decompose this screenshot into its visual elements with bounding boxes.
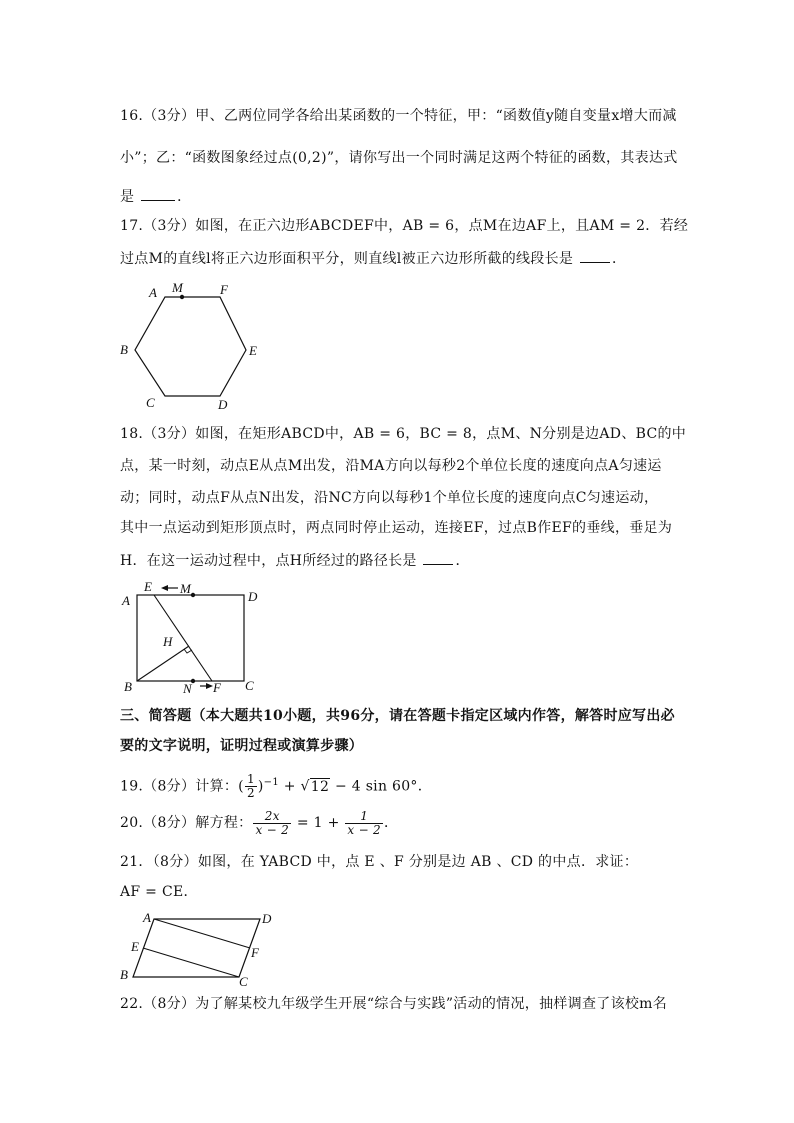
q16-answer-blank — [141, 186, 175, 201]
para-label-d: D — [262, 911, 272, 926]
q16-line-2: 小”；乙：“函数图象经过点(0,2)”，请你写出一个同时满足这两个特征的函数，其表达式 — [120, 150, 678, 166]
para-label-b: B — [120, 967, 128, 982]
hex-label-e: E — [249, 343, 257, 358]
q21-line-2: AF = CE． — [120, 884, 198, 900]
q18-line-2: 点，某一时刻，动点E从点M出发，沿MA方向以每秒2个单位长度的速度向点A匀速运 — [120, 458, 662, 474]
rect-label-m: M — [180, 581, 191, 596]
hexagon-figure — [110, 280, 270, 415]
q20-fraction-1 — [253, 810, 291, 837]
q20-frac1-den: x − 2 — [255, 822, 290, 837]
hex-label-b: B — [120, 342, 128, 357]
para-label-f: F — [251, 945, 259, 960]
q20-fraction-2 — [345, 810, 383, 837]
q19-prefix: 19.（8分）计算：( — [120, 778, 244, 795]
para-label-e: E — [131, 939, 139, 954]
q21-line-1: 21．（8分）如图，在 YABCD 中，点 E 、F 分别是边 AB 、CD 的中点．求证： — [120, 854, 639, 870]
q19-rest: − 4 sin 60°． — [334, 778, 433, 795]
q18-line-5 — [120, 550, 676, 571]
rectangle-figure — [115, 578, 275, 696]
rect-label-e: E — [144, 579, 152, 594]
para-label-a: A — [143, 910, 151, 925]
q17-line-1: 17.（3分）如图，在正六边形ABCDEF中，AB = 6，点M在边AF上，且AM = 2．若经 — [120, 218, 689, 234]
q16-line-3 — [120, 186, 676, 207]
q18-end-mark: ． — [455, 553, 470, 569]
section-3-heading-line-1: 三、简答题（本大题共10小题，共96分，请在答题卡指定区域内作答，解答时应写出必 — [120, 708, 675, 724]
q20-prefix: 20.（8分）解方程： — [120, 815, 253, 831]
q18-line-1: 18.（3分）如图，在矩形ABCD中，AB = 6，BC = 8，点M、N分别是边AD、BC的中 — [120, 426, 687, 442]
segment-af — [154, 919, 250, 948]
point-m-dot — [180, 295, 184, 299]
q16-line-3-text: 是 — [120, 189, 135, 205]
q20-frac1-num: 2x — [253, 810, 291, 824]
q17-answer-blank — [580, 248, 610, 263]
q22-line-1: 22.（8分）为了解某校九年级学生开展“综合与实践”活动的情况，抽样调查了该校m名 — [120, 996, 668, 1012]
arrow-e-head — [161, 585, 168, 591]
q20-mid: = 1 + — [296, 815, 340, 831]
rect-label-h: H — [163, 634, 173, 649]
arrow-f-head — [206, 683, 213, 689]
section-3-heading-line-2: 要的文字说明，证明过程或演算步骤） — [120, 738, 364, 754]
q20-suffix: ． — [383, 815, 399, 831]
hex-label-m: M — [172, 280, 183, 295]
hex-label-c: C — [146, 395, 155, 410]
q19-line: 19.（8分）计算：( $\frac{1}{2}$ )$^{-1}$ + √12 − 4 sin 60°． — [120, 772, 433, 801]
hex-label-f: F — [220, 282, 228, 297]
q16-end-mark: ． — [177, 189, 192, 205]
rect-label-d: D — [248, 589, 258, 604]
hex-label-a: A — [149, 285, 157, 300]
q18-line-5-text: H．在这一运动过程中，点H所经过的路径长是 — [120, 553, 417, 569]
segment-ce — [143, 948, 239, 977]
para-label-c: C — [239, 974, 248, 988]
parallelogram-figure — [112, 906, 282, 988]
q20-frac2-num: 1 — [345, 810, 383, 824]
rect-label-n: N — [183, 681, 192, 696]
q20-frac2-den: x − 2 — [347, 822, 381, 837]
q17-end-mark: ． — [611, 251, 627, 267]
point-m-dot-rect — [191, 593, 195, 597]
rect-abcd — [137, 595, 244, 681]
q20-line — [120, 808, 676, 838]
q19-frac-num: 1 — [246, 772, 255, 787]
hex-label-d: D — [218, 397, 228, 412]
rect-label-b: B — [124, 679, 132, 694]
parallelogram-shape — [133, 919, 260, 977]
rect-label-f: F — [213, 680, 221, 695]
q19-fraction — [245, 773, 257, 800]
q18-line-4: 其中一点运动到矩形顶点时，两点同时停止运动，连接EF，过点B作EF的垂线，垂足为 — [120, 520, 673, 536]
rect-label-a: A — [122, 593, 130, 608]
hexagon-shape — [135, 297, 246, 396]
q16-line-1: 16.（3分）甲、乙两位同学各给出某函数的一个特征，甲：“函数值y随自变量x增大而减 — [120, 108, 677, 124]
segment-bh — [137, 646, 189, 681]
q19-sqrt-arg: 12 — [310, 778, 330, 795]
q19-plus: + — [283, 778, 296, 795]
q19-exponent: −1 — [263, 777, 279, 788]
q17-line-2-text: 过点M的直线l将正六边形面积平分，则直线l被正六边形所截的线段长是 — [120, 251, 574, 267]
q17-line-2 — [120, 248, 676, 269]
q18-answer-blank — [423, 550, 453, 565]
q18-line-3: 动；同时，动点F从点N出发，沿NC方向以每秒1个单位长度的速度向点C匀速运动， — [120, 490, 659, 506]
q19-frac-den: 2 — [246, 786, 255, 801]
rect-label-c: C — [245, 678, 254, 693]
